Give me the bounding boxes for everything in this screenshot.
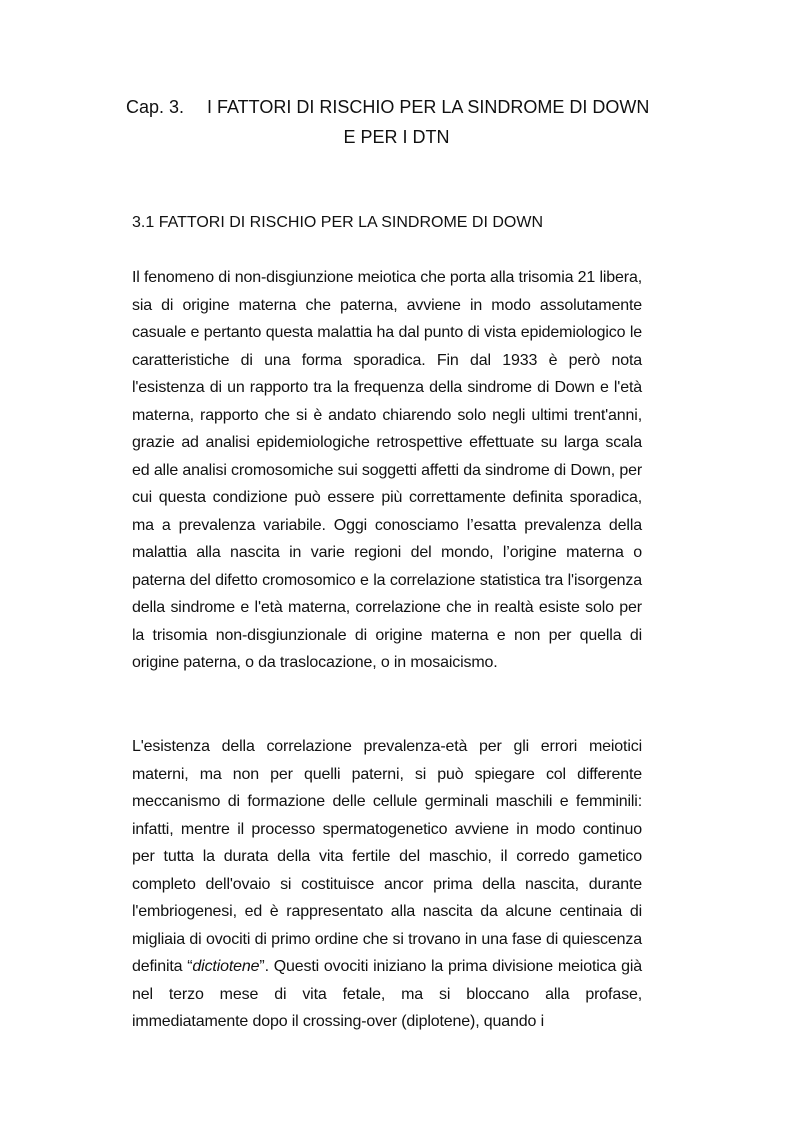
chapter-title-line-2: E PER I DTN <box>343 127 450 147</box>
body-paragraph-1: Il fenomeno di non-disgiunzione meiotica che porta alla trisomia 21 libera, sia di origine materna che paterna, avviene in modo assolutamente casuale e pertanto questa malattia ha dal punto di vista epidemiologico le caratteristiche di una forma sporadica. Fin dal 1933 è però nota l'esistenza di un rapporto tra la frequenza della sindrome di Down e l'età materna, rapporto che si è andato chiarendo solo negli ultimi trent'anni, grazie ad analisi epidemiologiche retrospettive effettuate su larga scala ed alle analisi cromosomiche sui soggetti affetti da sindrome di Down, per cui questa condizione può essere più correttamente definita sporadica, ma a prevalenza variabile. Oggi conosciamo l’esatta prevalenza della malattia alla nascita in varie regioni del mondo, l’origine materna o paterna del difetto cromosomico e la correlazione statistica tra l'isorgenza della sindrome e l'età materna, correlazione che in realtà esiste solo per la trisomia non-disgiunzionale di origine materna e non per quella di origine paterna, o da traslocazione, o in mosaicismo. <box>132 269 642 671</box>
section-heading: 3.1 FATTORI DI RISCHIO PER LA SINDROME DI DOWN <box>132 214 544 231</box>
paragraph-2-text-end: ”. Questi ovociti iniziano la prima divisione meiotica già nel terzo mese di vita fetale, ma si bloccano alla profase, immediatamente dopo il crossing-over (diplotene), quando i <box>132 958 642 1030</box>
body-paragraph-2 <box>132 733 642 1036</box>
chapter-heading <box>0 92 793 147</box>
italic-term: dictiotene <box>192 958 260 975</box>
chapter-number: Cap. 3. <box>126 97 185 117</box>
paragraph-2-text-start: L'esistenza della correlazione prevalenza-età per gli errori meiotici materni, ma non per quelli paterni, si può spiegare col differente meccanismo di formazione delle cellule germinali maschili e femminili: infatti, mentre il processo spermatogenetico avviene in modo continuo per tutta la durata della vita fertile del maschio, il corredo gametico completo dell'ovaio si costituisce ancor prima della nascita, durante l'embriogenesi, ed è rappresentato alla nascita da alcune centinaia di migliaia di ovociti di primo ordine che si trovano in una fase di quiescenza definita “ <box>132 738 642 975</box>
chapter-title-line-1: I FATTORI DI RISCHIO PER LA SINDROME DI DOWN <box>207 97 650 117</box>
